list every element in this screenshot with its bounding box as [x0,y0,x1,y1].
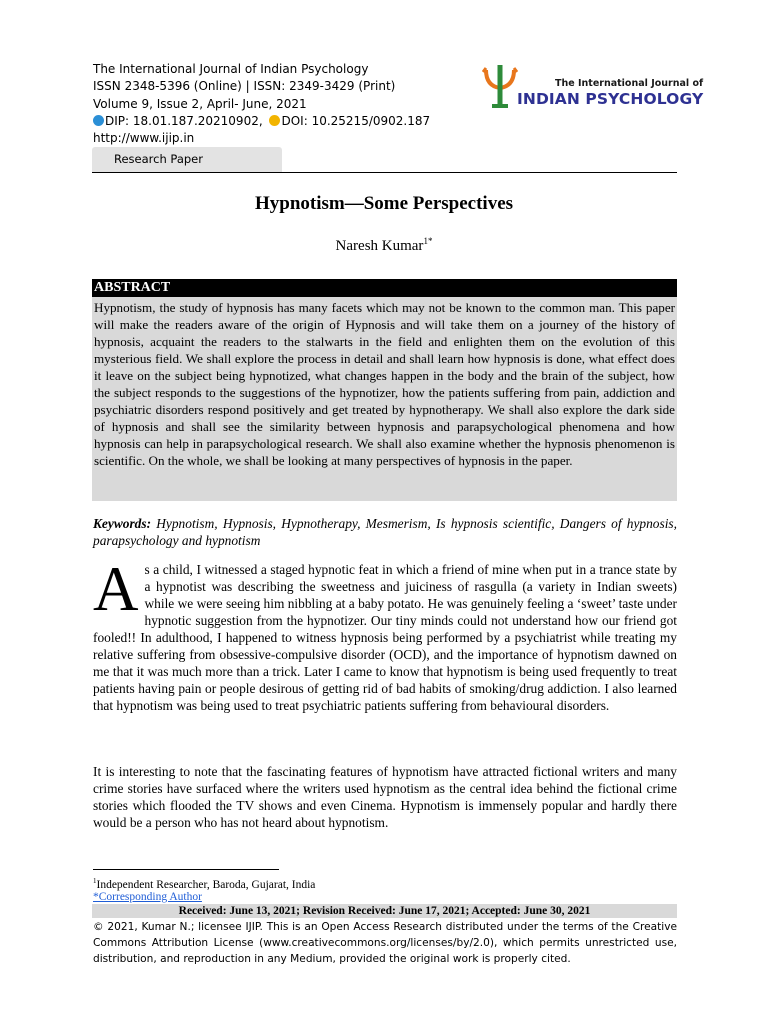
logo-top-text: The International Journal of [555,78,704,89]
paragraph-2-text: It is interesting to note that the fascinating features of hypnotism have attracted fictional writers and many crime stories have surfaced where the writers used hypnotism as the central idea behind the fictional crime stories which flooded the TV shows and even Cinema. Hypnotism is immensely popular and hardly there would be a person who has not heard about hypnotism. [93,764,677,830]
keywords-text: Hypnotism, Hypnosis, Hypnotherapy, Mesmerism, Is hypnosis scientific, Dangers of hypnosis, parapsychology and hypnotism [93,516,677,548]
author-mark: 1* [423,236,433,246]
issn-line: ISSN 2348-5396 (Online) | ISSN: 2349-3429 (Print) [93,79,396,94]
footnote-affiliation: $^1$Independent Researcher, Baroda, Gujarat, India [93,877,316,891]
volume-line: Volume 9, Issue 2, April- June, 2021 [93,96,307,111]
abstract-text: Hypnotism, the study of hypnosis has many facets which may not be known to the common man. This paper will make the readers aware of the origin of Hypnosis and will take them on a journey of the history of hypnosis, acquaint the readers to the stalwarts in the field and enlighten them on the evolution of this mysterious field. We shall explore the process in detail and shall learn how hypnosis is done, what effect does it leave on the subject being hypnotized, what changes happen in the body and the brain of the subject, how the subject responds to the suggestions of the hypnotizer, how the patients suffering from pain, addiction and psychiatric disorders respond positively and get treated by hypnotherapy. We shall also explore the dark side of hypnosis and shall see the similarity between hypnosis and parapsychological phenomena and how hypnosis can help in parapsychological research. We shall also examine whether the hypnosis phenomenon is scientific. On the whole, we shall be looking at many perspectives of hypnosis in the paper. [94,300,675,468]
corresponding-author-link[interactable]: *Corresponding Author [93,891,202,903]
body-paragraph-1 [93,554,677,714]
tab-label: Research Paper [114,152,203,166]
paragraph-1-text: s a child, I witnessed a staged hypnotic feat in which a friend of mine when put in a trance state by a hypnotist was describing the sweetness and juiciness of rasgulla (a variety in Indian sweets) while we were seeing him nibbling at a baby potato. He was genuinely feeling a ‘sweet’ taste under hypnotic suggestion from the hypnotizer. Our tiny minds could not understand how our friend got fooled!! In adulthood, I happened to witness hypnosis being performed by a psychiatrist while treating my relative suffering from obsessive-compulsive disorder (OCD), and the importance of hypnotism dawned on me that it was much more than a trick. Later I came to know that hypnotism is being used frequently to treat patients having pain or people desirous of getting rid of bad habits of smoking/drug addiction. I also learned that hypnotism was being used to treat psychiatric patients suffering from behavioural disorders. [93,562,677,713]
journal-logo [482,62,704,110]
footnote-rule [93,869,279,870]
abstract-heading: ABSTRACT [92,279,677,297]
author-name: Naresh Kumar [335,238,424,254]
keywords [93,515,677,549]
paper-title: Hypnotism—Some Perspectives [254,193,514,214]
abstract-box [92,297,677,501]
research-paper-tab [92,147,282,172]
body-paragraph-2 [93,763,677,831]
doi-text: DOI: 10.25215/0902.187 [281,113,431,128]
received-dates: Received: June 13, 2021; Revision Received: June 17, 2021; Accepted: June 30, 2021 [92,904,677,918]
logo-main-text: INDIAN PSYCHOLOGY [517,90,704,108]
journal-name: The International Journal of Indian Psychology [93,62,369,76]
dip-text: DIP: 18.01.187.20210902, [105,113,263,128]
journal-url[interactable]: http://www.ijip.in [93,131,195,146]
identifier-line [93,113,430,130]
author-line [0,236,768,255]
keywords-label: Keywords: [93,516,152,531]
dip-icon [93,115,104,126]
doi-icon [269,115,280,126]
drop-cap: A [93,554,139,624]
license-notice: © 2021, Kumar N.; licensee IJIP. This is an Open Access Research distributed under the terms of the Creative Commons Attribution License (www.creativecommons.org/licenses/by/2.0), which permits unrestricted use, distribution, and reproduction in any Medium, provided the original work is properly cited. [93,921,677,965]
journal-info [93,61,430,147]
psi-logo-icon [482,62,518,110]
header-rule [92,172,677,173]
